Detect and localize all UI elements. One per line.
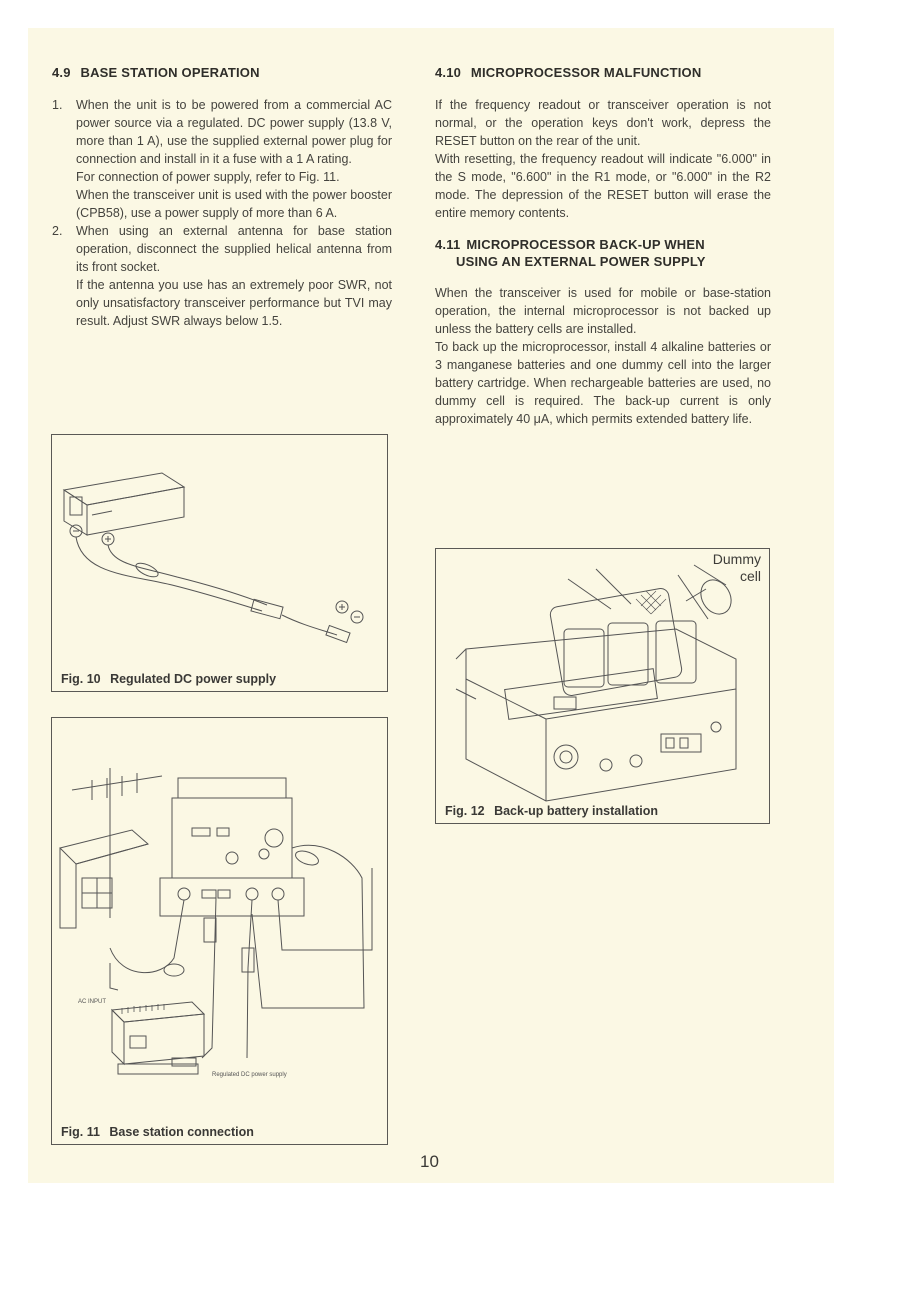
list-item: 2. When using an external antenna for base station operation, disconnect the supplied helical antenna from its front socket. If the antenna you use has an extremely poor SWR, not only unsatisfactory transceiver performance but TVI may result. Adjust SWR always below 1.5.	[52, 224, 392, 328]
figure-caption: Fig. 11 Base station connection	[61, 1125, 254, 1139]
paragraph: To back up the microprocessor, install 4 alkaline batteries or 3 manganese batteries and one dummy cell into the larger battery cartridge. When rechargeable batteries are used, no dummy cell is required. The back-up current is only approximately 40 μA, which permits extended battery life.	[435, 340, 771, 426]
figure-12	[435, 548, 770, 824]
manual-page	[28, 28, 834, 1183]
paragraph: When using an external antenna for base station operation, disconnect the supplied helical antenna from its front socket.	[76, 224, 392, 274]
paragraph: When the transceiver unit is used with the power booster (CPB58), use a power supply of more than 6 A.	[76, 188, 392, 220]
regulated-dc-psu-illustration	[52, 435, 387, 691]
page-number: 10	[420, 1152, 439, 1171]
section-heading-4-9: 4.9 BASE STATION OPERATION	[52, 65, 260, 80]
right-column	[435, 64, 771, 428]
backup-battery-illustration	[436, 549, 769, 823]
psu-label: Regulated DC power supply	[212, 1072, 287, 1078]
paragraph: When the unit is to be powered from a commercial AC power source via a regulated. DC power supply (13.8 V, more than 1 A), use the supplied external power plug for connection and install in it a fuse with a 1 A rating.	[76, 98, 392, 166]
figure-11	[51, 717, 388, 1145]
ac-input-label: AC INPUT	[78, 999, 107, 1005]
base-station-steps	[52, 96, 392, 330]
paragraph: When the transceiver is used for mobile or base-station operation, the internal microprocessor is not backed up unless the battery cells are installed.	[435, 286, 771, 336]
left-column	[52, 64, 392, 330]
list-item: 1. When the unit is to be powered from a commercial AC power source via a regulated. DC power supply (13.8 V, more than 1 A), use the supplied external power plug for connection and install in it a fuse with a 1 A rating. For connection of power supply, refer to Fig. 11. When the transceiver unit is used with the power booster (CPB58), use a power supply of more than 6 A.	[52, 98, 392, 220]
paragraph: If the antenna you use has an extremely poor SWR, not only unsatisfactory transceiver performance but TVI may result. Adjust SWR always below 1.5.	[76, 278, 392, 328]
section-heading-4-11: 4.11 MICROPROCESSOR BACK-UP WHEN USING AN EXTERNAL POWER SUPPLY	[435, 237, 706, 269]
figure-10	[51, 434, 388, 692]
paragraph: With resetting, the frequency readout will indicate "6.000" in the S mode, "6.600" in the R1 mode, or "6.000" in the R2 mode. The depression of the RESET button will erase the entire memory contents.	[435, 152, 771, 220]
paragraph: If the frequency readout or transceiver operation is not normal, or the operation keys don't work, depress the RESET button on the rear of the unit.	[435, 98, 771, 148]
figure-caption: Fig. 10 Regulated DC power supply	[61, 672, 277, 686]
figure-caption: Fig. 12 Back-up battery installation	[445, 804, 659, 818]
section-heading-4-10: 4.10 MICROPROCESSOR MALFUNCTION	[435, 65, 702, 80]
paragraph: For connection of power supply, refer to Fig. 11.	[76, 170, 340, 184]
dummy-cell-label: Dummy cell	[712, 551, 761, 584]
base-station-connection-illustration	[52, 718, 387, 1144]
